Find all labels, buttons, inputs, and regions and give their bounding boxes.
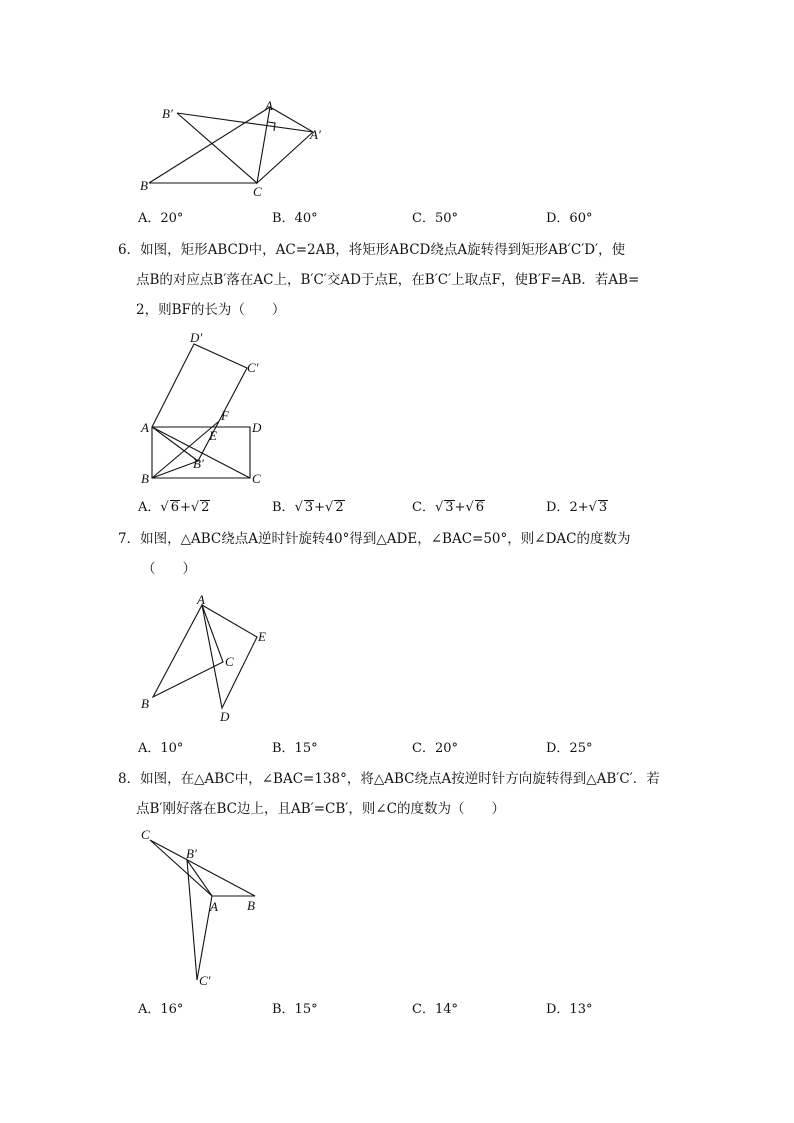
q5-option-d[interactable]: D．60° <box>546 211 593 226</box>
q6-options <box>138 496 738 516</box>
q6-option-d[interactable] <box>546 496 608 515</box>
q7-stem-line-1: 7．如图，△ABC绕点A逆时针旋转40°得到△ADE，∠BAC=50°，则∠DAC的度数为 <box>118 531 631 547</box>
q8-triangle-abc <box>150 840 255 896</box>
q6-option-b-letter: B． <box>272 500 295 515</box>
q8-option-b[interactable]: B．15° <box>272 1002 318 1017</box>
q6-option-a-plus: + <box>179 500 191 515</box>
q6-segment-bb1 <box>152 461 198 478</box>
q6-rectangle-ab1c1d1 <box>152 344 247 461</box>
q5-segment-b1c <box>177 113 257 183</box>
q6-label-a: A <box>141 420 149 435</box>
q8-stem-line-1: 8．如图，在△ABC中，∠BAC=138°，将△ABC绕点A按逆时针方向旋转得到△AB′C′．若 <box>118 771 660 787</box>
q6-stem <box>118 235 678 325</box>
q8-options <box>138 998 738 1018</box>
q6-label-c: C <box>252 471 261 486</box>
q7-options <box>138 737 738 757</box>
q8-option-c[interactable]: C．14° <box>412 1002 458 1017</box>
radical-icon: √ <box>465 500 474 515</box>
q6-option-b-plus: + <box>314 500 326 515</box>
radical-icon: √ <box>190 500 200 515</box>
q5-figure <box>135 95 335 200</box>
q6-stem-line-3: 2，则BF的长为（ ） <box>136 302 286 318</box>
q6-option-d-radicand-1: 3 <box>598 500 608 515</box>
radical-icon: √ <box>588 500 597 515</box>
q5-option-c[interactable]: C．50° <box>412 211 458 226</box>
q6-figure <box>135 328 275 488</box>
q6-label-b-prime: B′ <box>193 456 204 471</box>
q7-label-a: A <box>197 592 205 607</box>
q6-label-f: F <box>221 408 229 423</box>
q6-option-c-plus: + <box>454 500 466 515</box>
q8-option-d[interactable]: D．13° <box>546 1002 593 1017</box>
q6-option-b-radicand-1: 3 <box>304 500 314 515</box>
q6-option-c-radicand-1: 3 <box>445 500 454 515</box>
q6-option-c-radicand-2: 6 <box>475 500 485 515</box>
q6-option-d-prefix: 2+ <box>569 500 589 515</box>
radical-icon: √ <box>325 500 334 515</box>
q8-label-b: B <box>247 898 255 913</box>
q5-segments <box>177 107 313 183</box>
q5-label-a-prime: A′ <box>310 127 321 142</box>
q6-label-c-prime: C′ <box>247 360 259 375</box>
q6-option-d-letter: D． <box>546 500 570 515</box>
q6-stem-line-1: 6．如图，矩形ABCD中，AC=2AB，将矩形ABCD绕点A旋转得到矩形AB′C′D′，使 <box>118 242 626 258</box>
q7-option-b[interactable]: B．15° <box>272 741 318 756</box>
q8-label-b-prime: B′ <box>186 846 197 861</box>
q6-option-b-radicand-2: 2 <box>335 500 344 515</box>
q8-stem <box>118 764 678 824</box>
q8-label-c: C <box>141 827 150 842</box>
q7-triangle-abc <box>153 605 223 697</box>
q6-label-d-prime: D′ <box>190 330 203 345</box>
q6-option-a[interactable] <box>138 496 210 515</box>
q7-stem <box>118 524 678 584</box>
q6-label-b: B <box>141 471 149 486</box>
q6-option-a-radicand-2: 2 <box>201 500 210 515</box>
q6-stem-line-2: 点B的对应点B′落在AC上，B′C′交AD于点E，在B′C′上取点F，使B′F=AB．若AB= <box>136 272 640 288</box>
q8-label-c-prime: C′ <box>199 973 211 988</box>
q6-option-c[interactable] <box>412 496 485 515</box>
radical-icon: √ <box>160 500 169 515</box>
q8-option-a[interactable]: A．16° <box>138 1002 184 1017</box>
q6-option-a-letter: A． <box>138 500 161 515</box>
q7-option-a[interactable]: A．10° <box>138 741 184 756</box>
q8-figure <box>135 825 275 995</box>
q8-label-a: A <box>210 899 218 914</box>
q7-stem-line-2: （ ） <box>142 561 196 577</box>
q5-option-b[interactable]: B．40° <box>272 211 318 226</box>
q7-label-d: D <box>220 709 230 724</box>
q6-label-d: D <box>252 420 262 435</box>
q6-label-e: E <box>209 428 217 443</box>
radical-icon: √ <box>294 500 303 515</box>
q7-label-e: E <box>258 629 266 644</box>
radical-icon: √ <box>434 500 444 515</box>
q7-figure <box>135 590 275 725</box>
q6-option-b[interactable] <box>272 496 345 515</box>
q7-label-b: B <box>141 696 149 711</box>
q8-triangle-ab1c1 <box>187 860 212 980</box>
q5-label-b-prime: B′ <box>162 106 173 121</box>
q7-option-c[interactable]: C．20° <box>412 741 458 756</box>
q5-options <box>138 207 738 227</box>
q5-label-a: A <box>265 98 273 113</box>
q6-option-c-letter: C． <box>412 500 435 515</box>
q6-option-a-radicand-1: 6 <box>170 500 179 515</box>
q7-option-d[interactable]: D．25° <box>546 741 593 756</box>
q8-stem-line-2: 点B′刚好落在BC边上，且AB′=CB′，则∠C的度数为（ ） <box>136 801 505 817</box>
q5-label-b: B <box>140 178 148 193</box>
q5-label-c: C <box>253 184 262 199</box>
q7-label-c: C <box>225 654 234 669</box>
q5-option-a[interactable]: A．20° <box>138 211 184 226</box>
